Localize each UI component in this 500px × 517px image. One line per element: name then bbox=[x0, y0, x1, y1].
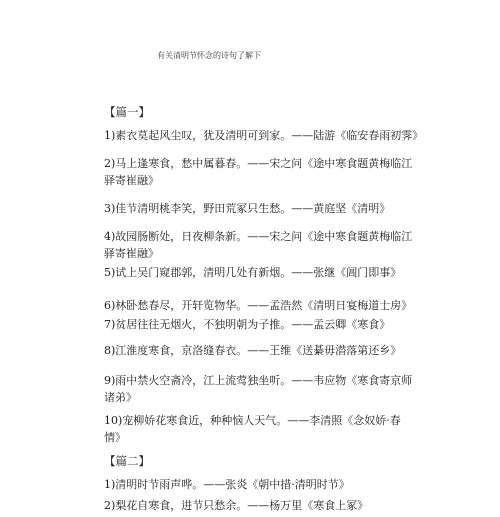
poem-line: 8)江淮度寒食，京洛缝春衣。——王维《送綦毋潜落第还乡》 bbox=[104, 344, 402, 357]
poem-line-continuation: 情》 bbox=[104, 431, 126, 444]
poem-line-continuation: 驿寄崔融》 bbox=[104, 174, 159, 187]
poem-line: 5)试上吴门窥郡郭，清明几处有新烟。——张继《阊门即事》 bbox=[104, 266, 402, 279]
poem-line: 1)素衣莫起风尘叹，犹及清明可到家。——陆游《临安春雨初霁》 bbox=[104, 129, 424, 142]
section-heading-1: 【篇一】 bbox=[104, 105, 150, 119]
poem-line: 6)林卧愁春尽，开轩览物华。——孟浩然《清明日宴梅道士房》 bbox=[104, 299, 413, 312]
poem-line: 2)梨花自寒食，进节只愁余。——杨万里《寒食上冢》 bbox=[104, 499, 369, 512]
poem-line: 2)马上逢寒食，愁中属暮春。——宋之问《途中寒食题黄梅临江 bbox=[104, 157, 413, 170]
poem-line: 10)宠柳娇花寒食近，种种恼人天气。——李清照《念奴娇·春 bbox=[104, 414, 401, 427]
poem-line: 4)故园肠断处，日夜柳条新。——宋之问《途中寒食题黄梅临江 bbox=[104, 230, 413, 243]
poem-line: 9)雨中禁火空斋冷，江上流莺独坐听。——韦应物《寒食寄京师 bbox=[104, 374, 413, 387]
poem-line: 7)贫居往往无烟火，不独明朝为子推。——孟云卿《寒食》 bbox=[104, 318, 391, 331]
poem-line: 3)佳节清明桃李笑，野田荒冢只生愁。——黄庭坚《清明》 bbox=[104, 202, 391, 215]
poem-line-continuation: 驿寄崔融》 bbox=[104, 247, 159, 260]
poem-line-continuation: 诸弟》 bbox=[104, 391, 137, 404]
document-title: 有关清明节怀念的诗句了解下 bbox=[157, 51, 261, 60]
poem-line: 1)清明时节雨声哗。——张炎《朝中措·清明时节》 bbox=[104, 478, 350, 491]
section-heading-2: 【篇二】 bbox=[104, 454, 150, 468]
